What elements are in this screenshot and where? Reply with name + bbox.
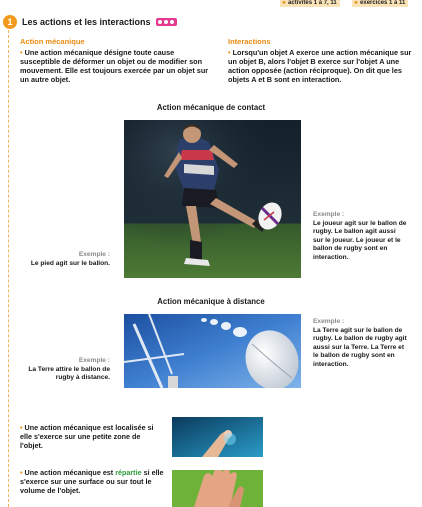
right-heading: Interactions: [228, 37, 271, 46]
falling-ball-photo: [124, 314, 301, 388]
right-definition: • Lorsqu'un objet A exerce une action mécanique sur un objet B, alors l'objet B exerce sur l'objet A une action opposée (action réciproque). On dit que les objets A et B sont en interaction.: [228, 48, 412, 84]
activities-tab[interactable]: ▸ activités 1 à 7, 11: [280, 0, 340, 7]
margin-dashed-line: [8, 30, 9, 507]
finger-touch-photo: [172, 417, 263, 457]
section-header: [3, 14, 177, 30]
distributed-action-text: • Une action mécanique est répartie si elle s'exerce sur une surface ou sur tout le volume de l'objet.: [20, 468, 164, 495]
distance-example-left: Exemple : La Terre attire le ballon de rugby à distance.: [28, 357, 110, 381]
contact-subtitle: Action mécanique de contact: [156, 103, 266, 112]
rugby-kick-photo: [124, 120, 301, 278]
arrow-icon: ▸: [283, 0, 287, 6]
left-definition: • Une action mécanique désigne toute cause susceptible de déformer un objet ou de modifier son mouvement. Elle est toujours exercée par un objet sur un autre objet.: [20, 48, 209, 84]
localized-action-text: • Une action mécanique est localisée si elle s'exerce sur une petite zone de l'objet.: [20, 423, 154, 450]
left-heading: Action mécanique: [20, 37, 85, 46]
contact-example-right: Exemple : Le joueur agit sur le ballon de rugby. Le ballon agit aussi sur le joueur. Le joueur et le ballon de rugby sont en interaction.: [313, 211, 407, 261]
distance-example-right: Exemple : La Terre agit sur le ballon de rugby. Le ballon de rugby agit aussi sur la Terre. La Terre et le ballon de rugby sont en interaction.: [313, 318, 407, 368]
distance-subtitle: Action mécanique à distance: [157, 297, 265, 306]
video-badge-icon: [156, 18, 177, 26]
top-tabs: [0, 0, 422, 7]
distributed-highlight: répartie: [115, 468, 142, 477]
exercises-tab[interactable]: ▸ exercices 1 à 11: [352, 0, 408, 7]
section-number: 1: [3, 15, 17, 29]
section-title: Les actions et les interactions: [22, 17, 151, 27]
arrow-icon: ▸: [355, 0, 359, 6]
hand-surface-photo: [172, 470, 263, 507]
contact-example-left: Exemple : Le pied agit sur le ballon.: [30, 251, 110, 267]
